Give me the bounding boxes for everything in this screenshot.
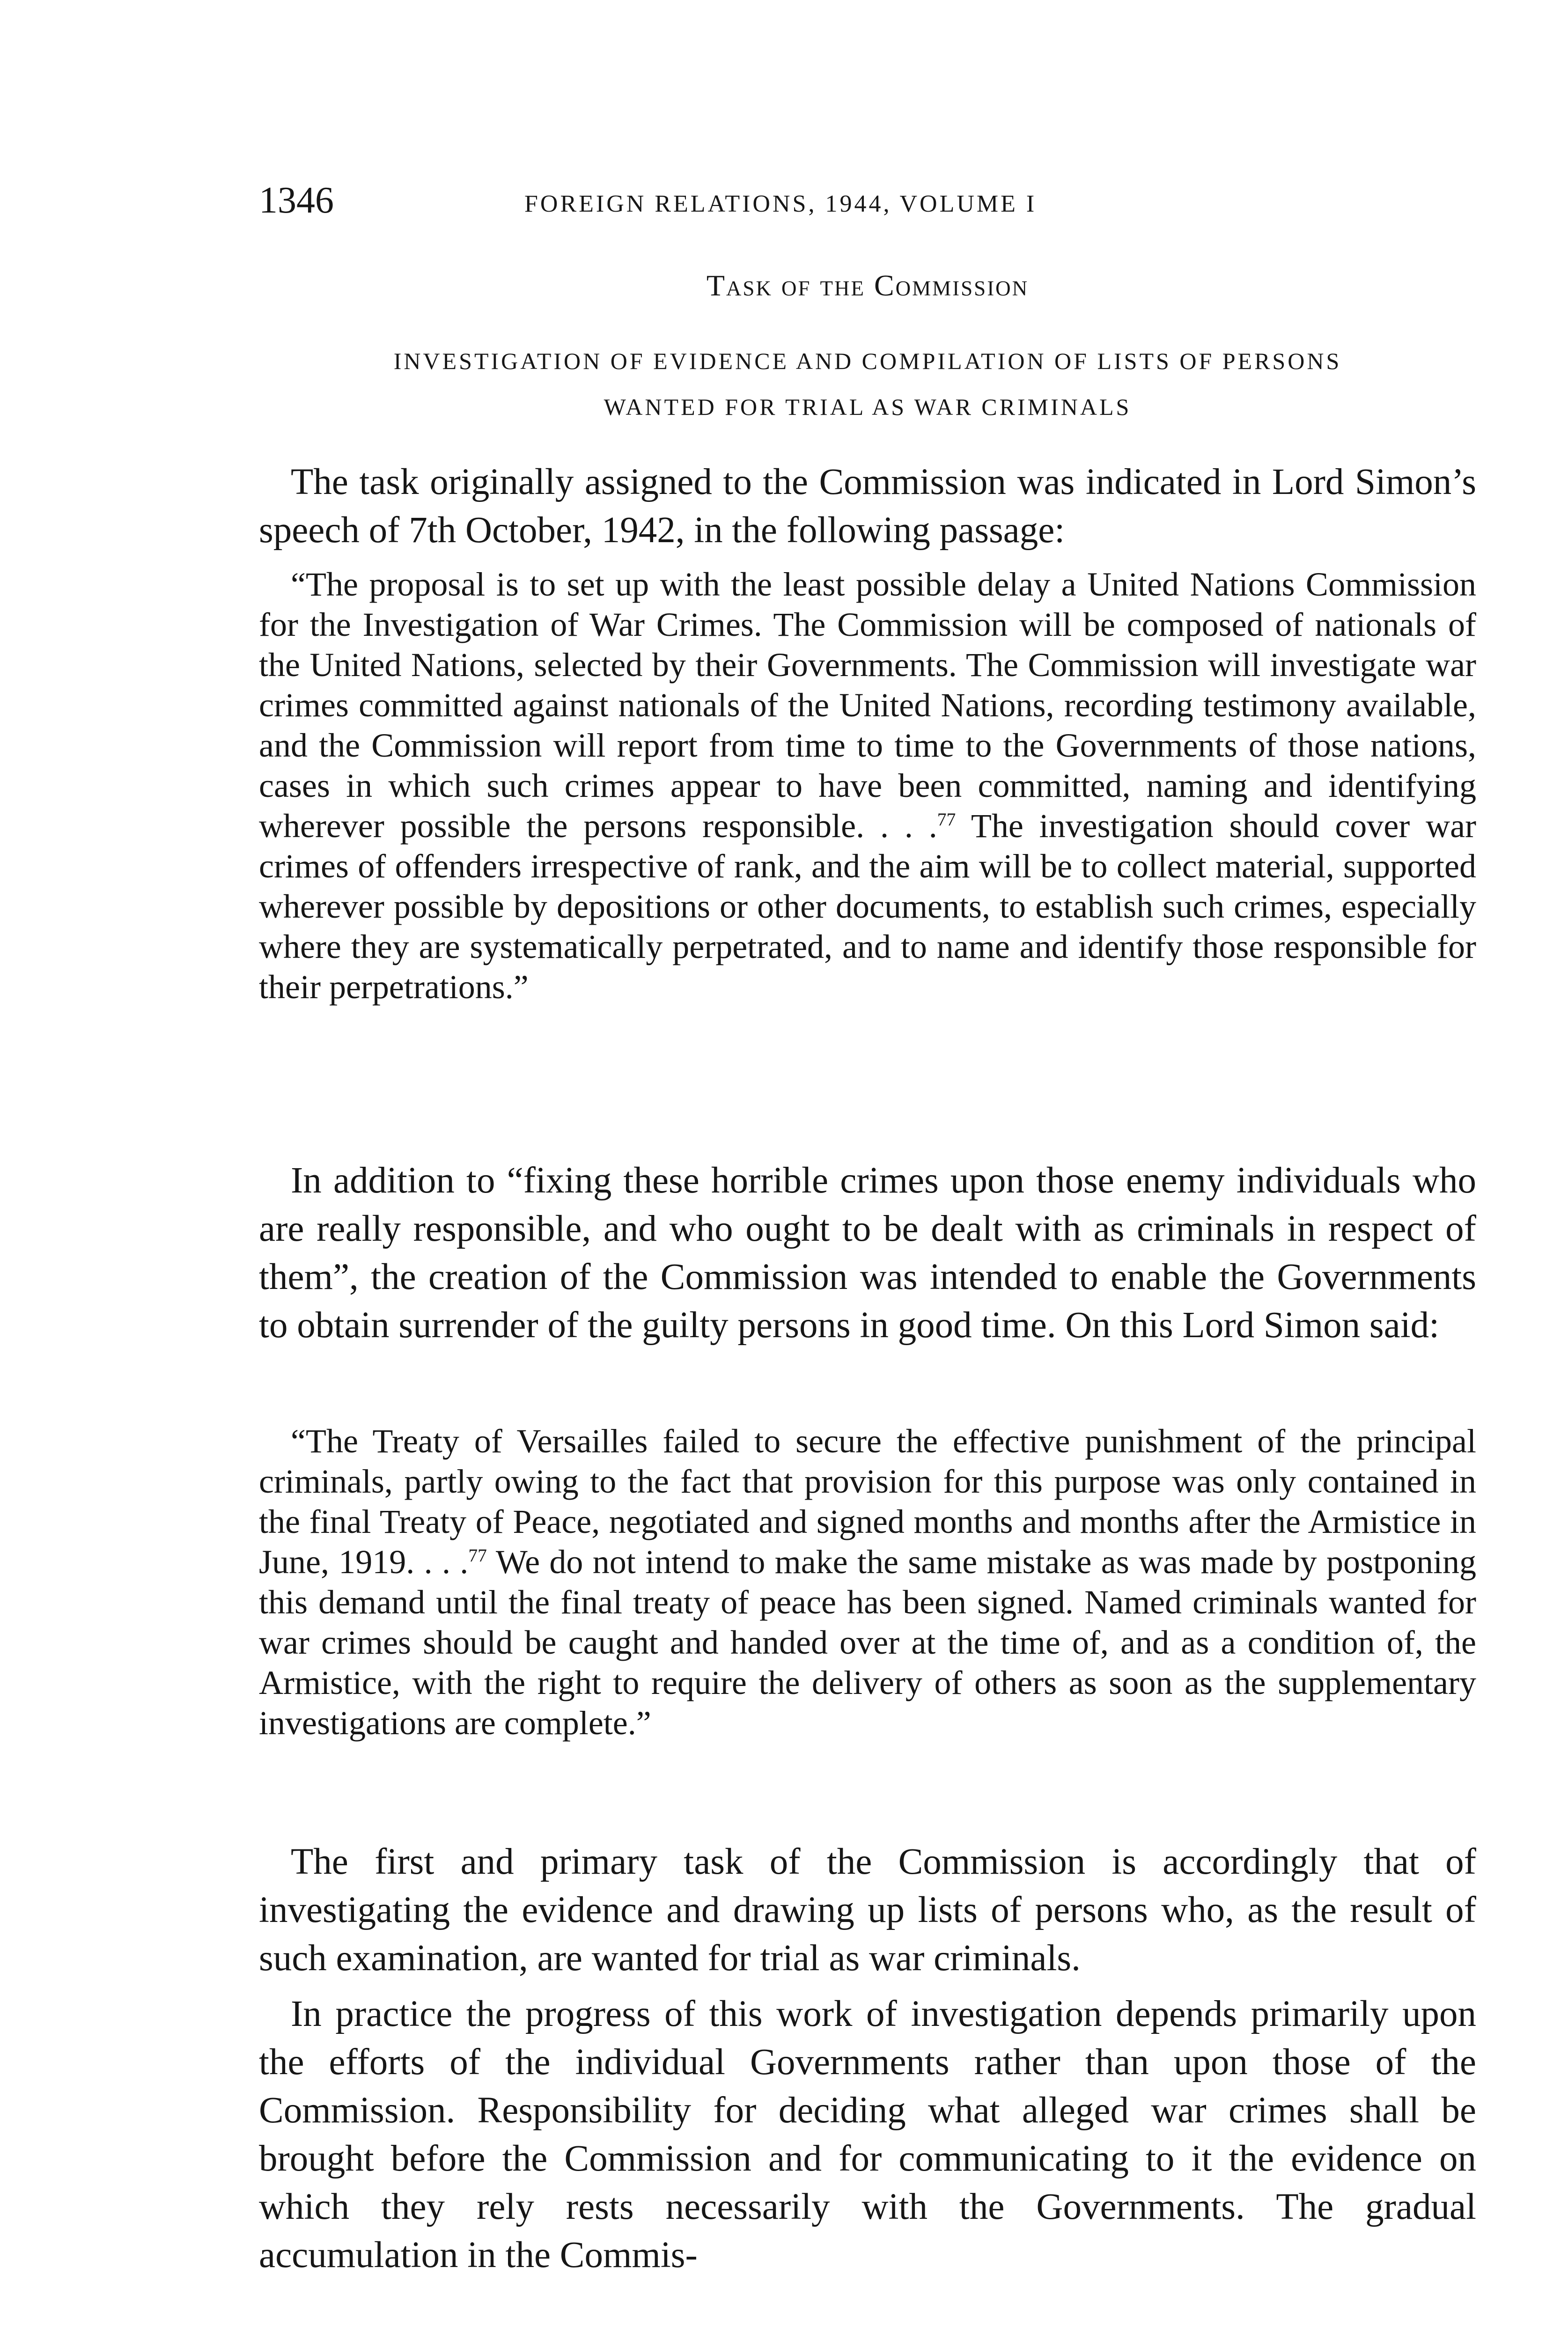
- paragraph-3: The first and primary task of the Commission is accordingly that of investigating the evidence and drawing up lists of persons who, as the result of such examination, are wanted for trial as war criminals.: [259, 1841, 1476, 1979]
- quotation-1-part-a: “The proposal is to set up with the least possible delay a United Nations Commission for the Investigation of War Crimes. The Commission will be composed of nationals of the United Nations, selected by their Governments. The Commission will investigate war crimes committed against nationals of the United Nations, recording testimony available, and the Commission will report from time to time to the Governments of those nations, cases in which such crimes appear to have been committed, naming and identifying wherever possible the persons responsible. . . .: [259, 566, 1476, 845]
- footnote-ref: 77: [468, 1545, 487, 1566]
- paragraph-2: In addition to “fixing these horrible crimes upon those enemy individuals who are really responsible, and who ought to be dealt with as criminals in respect of them”, the creation of the Commission was intended to enable the Governments to obtain surrender of the guilty persons in good time. On this Lord Simon said:: [259, 1160, 1476, 1346]
- subheading-line-2: WANTED FOR TRIAL AS WAR CRIMINALS: [604, 394, 1132, 420]
- subheading-line-1: INVESTIGATION OF EVIDENCE AND COMPILATION OF LISTS OF PERSONS: [393, 348, 1342, 374]
- running-head: FOREIGN RELATIONS, 1944, VOLUME I: [524, 191, 1037, 217]
- quotation-1: [259, 564, 1476, 1007]
- paragraph-4: In practice the progress of this work of investigation depends primarily upon the efforts of the individual Governments rather than upon those of the Commission. Responsibility for deciding what alleged war crimes shall be brought before the Commission and for communicating to it the evidence on which they rely rests necessarily with the Governments. The gradual accumulation in the Commis-: [259, 1994, 1476, 2275]
- quotation-2: [259, 1421, 1476, 1743]
- quotation-2-part-a: “The Treaty of Versailles failed to secure the effective punishment of the principal criminals, partly owing to the fact that provision for this purpose was only contained in the final Treaty of Peace, negotiated and signed months and months after the Armistice in June, 1919. . . .: [259, 1422, 1476, 1581]
- page-number: 1346: [259, 180, 334, 221]
- page-header: [259, 177, 1476, 228]
- section-subheading: [259, 338, 1476, 430]
- section-title: Task of the Commission: [706, 269, 1029, 302]
- footnote-ref: 77: [937, 809, 956, 830]
- paragraph-1: The task originally assigned to the Commission was indicated in Lord Simon’s speech of 7th October, 1942, in the following passage:: [259, 462, 1476, 551]
- quotation-1-part-b: The investigation should cover war crimes of offenders irrespective of rank, and the aim will be to collect material, supported wherever possible by depositions or other documents, to establish such crimes, especially where they are systematically perpetrated, and to name and identify those responsible for their perpetrations.”: [259, 807, 1476, 1006]
- quotation-2-part-b: We do not intend to make the same mistake as was made by postponing this demand until the final treaty of peace has been signed. Named criminals wanted for war crimes should be caught and handed over at the time of, and as a condition of, the Armistice, with the right to require the delivery of others as soon as the supplementary investigations are complete.”: [259, 1543, 1476, 1742]
